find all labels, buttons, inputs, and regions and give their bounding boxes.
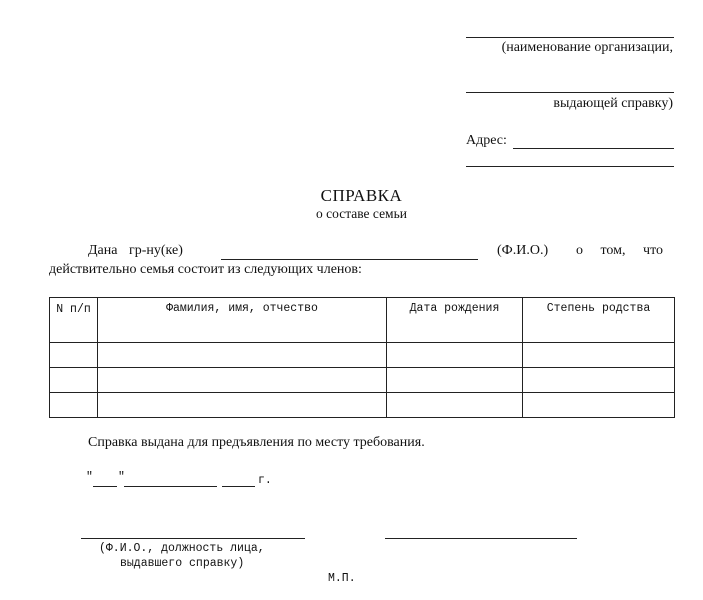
signer-name-line <box>81 538 305 539</box>
table-cell <box>98 393 387 418</box>
org-name-line-2 <box>466 92 674 93</box>
table-row <box>50 368 675 393</box>
body-line-2: действительно семья состоит из следующих членов: <box>49 262 362 277</box>
table-cell <box>98 343 387 368</box>
table-cell <box>50 343 98 368</box>
given-to-label: Дана гр-ну(ке) <box>88 243 183 258</box>
table-cell <box>523 343 675 368</box>
table-row <box>50 393 675 418</box>
address-label: Адрес: <box>466 133 507 148</box>
column-header-number: N п/п <box>50 298 98 343</box>
table-cell <box>50 368 98 393</box>
table-cell <box>387 368 523 393</box>
address-line-2 <box>466 166 674 167</box>
column-header-birth-date: Дата рождения <box>387 298 523 343</box>
table-cell <box>387 393 523 418</box>
date-day-line <box>93 486 117 487</box>
date-year-suffix: г. <box>258 474 272 487</box>
org-name-caption-2: выдающей справку) <box>553 96 673 111</box>
issued-statement: Справка выдана для предъявления по месту требования. <box>88 435 425 450</box>
table-cell <box>387 343 523 368</box>
fio-label: (Ф.И.О.) <box>497 243 549 258</box>
column-header-full-name: Фамилия, имя, отчество <box>98 298 387 343</box>
org-name-caption-1: (наименование организации, <box>501 40 673 55</box>
date-open-quote: " <box>86 471 93 484</box>
document-title: СПРАВКА <box>320 186 403 205</box>
recipient-name-line <box>221 259 478 260</box>
table-cell <box>98 368 387 393</box>
table-cell <box>523 368 675 393</box>
table-row <box>50 343 675 368</box>
signature-line <box>385 538 577 539</box>
date-year-line <box>222 486 255 487</box>
date-close-quote: " <box>118 471 125 484</box>
signer-caption-1: (Ф.И.О., должность лица, <box>99 542 265 555</box>
table-cell <box>50 393 98 418</box>
date-month-line <box>124 486 217 487</box>
about-text: о том, что <box>576 243 664 258</box>
org-name-line-1 <box>466 37 674 38</box>
column-header-relationship: Степень родства <box>523 298 675 343</box>
stamp-label: М.П. <box>328 572 356 585</box>
table-header-row <box>50 298 675 343</box>
family-members-table <box>49 297 675 418</box>
signer-caption-2: выдавшего справку) <box>120 557 245 570</box>
document-subtitle: о составе семьи <box>316 206 407 221</box>
address-line-1 <box>513 148 674 149</box>
table-cell <box>523 393 675 418</box>
